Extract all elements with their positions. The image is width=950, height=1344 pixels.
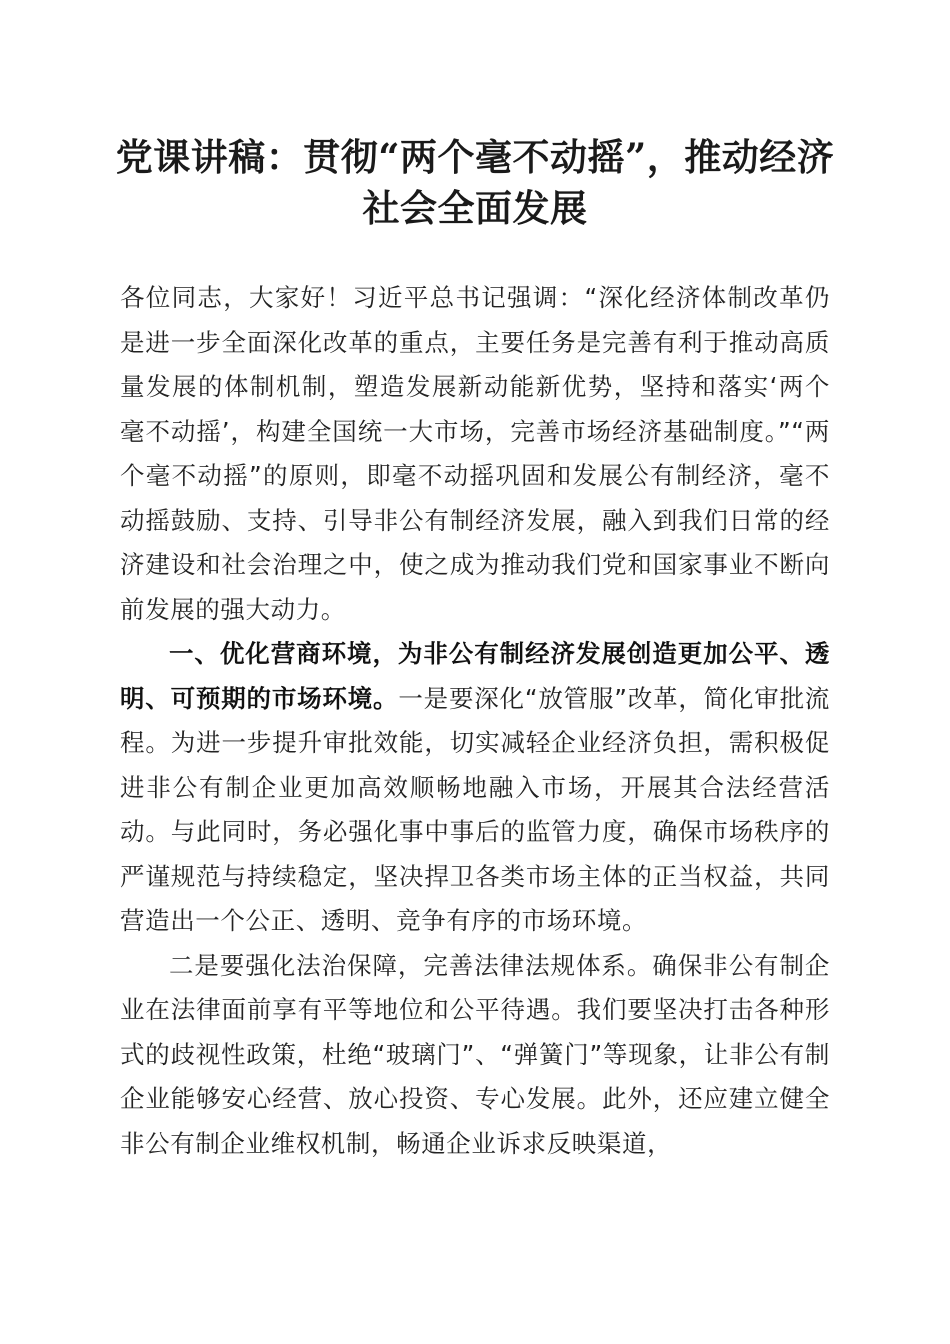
section-two-text: 二是要强化法治保障，完善法律法规体系。确保非公有制企业在法律面前享有平等地位和公平待遇。我们要坚决打击各种形式的歧视性政策，杜绝“玻璃门”、“弹簧门”等现象，让非公有制企业能够安心经营、放心投资、专心发展。此外，还应建立健全非公有制企业维权机制，畅通企业诉求反映渠道， [120,950,830,1158]
opening-paragraph-text: 各位同志，大家好！习近平总书记强调：“深化经济体制改革仍是进一步全面深化改革的重点，主要任务是完善有利于推动高质量发展的体制机制，塑造发展新动能新优势，坚持和落实‘两个毫不动摇’，构建全国统一大市场，完善市场经济基础制度。”“两个毫不动摇”的原则，即毫不动摇巩固和发展公有制经济，毫不动摇鼓励、支持、引导非公有制经济发展，融入到我们日常的经济建设和社会治理之中，使之成为推动我们党和国家事业不断向前发展的强大动力。 [120,283,830,624]
section-two-paragraph [120,944,830,1167]
opening-paragraph [120,276,830,632]
section-one-paragraph [120,632,830,944]
document-title [60,132,890,234]
title-line-2: 社会全面发展 [362,186,588,230]
section-one-text: 一是要深化“放管服”改革，简化审批流程。为进一步提升审批效能，切实减轻企业经济负担，需积极促进非公有制企业更加高效顺畅地融入市场，开展其合法经营活动。与此同时，务必强化事中事后的监管力度，确保市场秩序的严谨规范与持续稳定，坚决捍卫各类市场主体的正当权益，共同营造出一个公正、透明、竞争有序的市场环境。 [120,683,830,935]
title-line-1: 党课讲稿：贯彻“两个毫不动摇”，推动经济 [115,135,835,179]
document-body [120,276,830,1166]
section-one-heading: 一、优化营商环境，为非公有制经济发展创造更加公平、透明、可预期的市场环境。 [120,639,830,713]
